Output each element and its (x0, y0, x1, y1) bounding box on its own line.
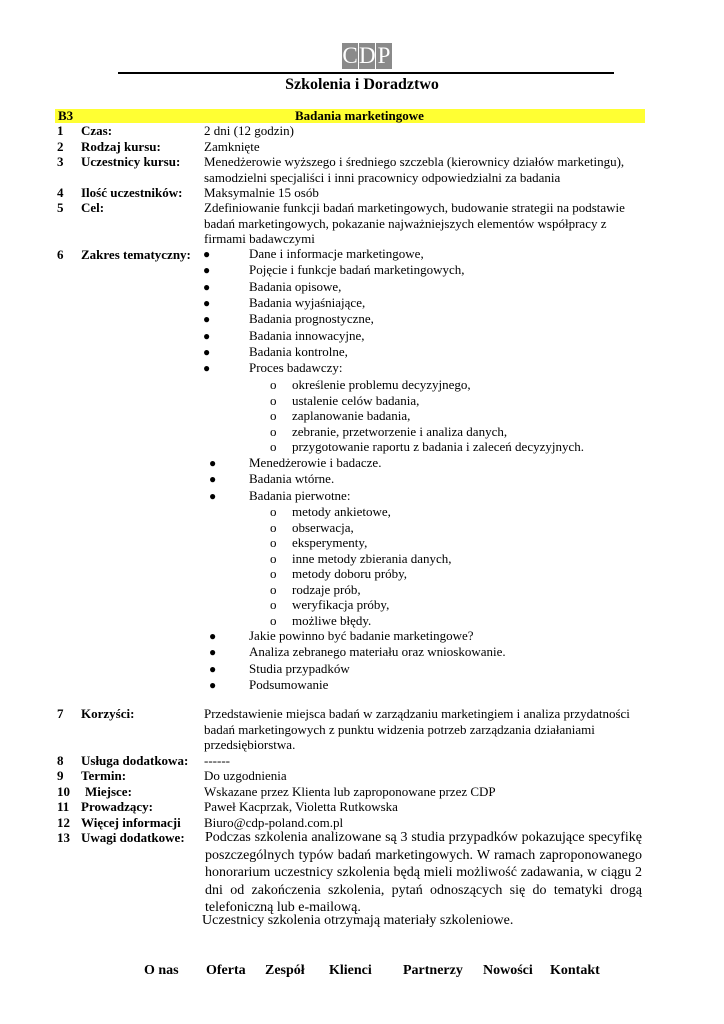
row-number: 2 (57, 139, 64, 154)
footer-nav (0, 963, 724, 981)
row-number: 10 (57, 784, 70, 799)
topic-item: ● Badania innowacyjne, (203, 327, 365, 343)
subtopic-item: o weryfikacja próby, (270, 597, 390, 612)
row-label: Zakres tematyczny: (81, 247, 191, 262)
row-value: Zamknięte (204, 139, 260, 154)
subtopic-item: o metody doboru próby, (270, 566, 408, 581)
row-label: Rodzaj kursu: (81, 139, 161, 154)
row-number: 3 (57, 154, 64, 169)
subtopic-item: o inne metody zbierania danych, (270, 550, 452, 566)
circle-bullet-icon: o (270, 581, 277, 597)
topic-item: ● Badania pierwotne: (209, 487, 351, 503)
course-title: Badania marketingowe (295, 108, 424, 123)
subtopic-item: o zebranie, przetworzenie i analiza danych, (270, 423, 508, 439)
topic-item: ● Badania kontrolne, (203, 343, 348, 359)
bullet-icon: ● (203, 328, 211, 343)
logo-letter: D (359, 43, 376, 68)
circle-bullet-icon: o (270, 439, 277, 454)
bullet-icon: ● (209, 629, 217, 643)
topic-item: ● Jakie powinno być badanie marketingowe? (209, 628, 474, 643)
row-label: Czas: (81, 123, 113, 138)
circle-bullet-icon: o (270, 377, 277, 392)
circle-bullet-icon: o (270, 392, 277, 408)
topic-item: ● Badania opisowe, (203, 278, 342, 294)
nav-link-partnerzy[interactable]: Partnerzy (403, 963, 463, 978)
nav-link-nowosci[interactable]: Nowości (483, 963, 533, 978)
circle-bullet-icon: o (270, 535, 277, 550)
row-label: Korzyści: (81, 706, 135, 721)
circle-bullet-icon: o (270, 550, 277, 566)
row-label: Więcej informacji (81, 815, 181, 830)
bullet-icon: ● (203, 247, 211, 261)
bullet-icon: ● (203, 279, 211, 294)
nav-link-kontakt[interactable]: Kontakt (550, 963, 600, 978)
row-label: Prowadzący: (81, 799, 153, 814)
subtopic-item: o metody ankietowe, (270, 504, 391, 519)
row-value: Przedstawienie miejsca badań w zarządzaniu marketingiem i analiza przydatności badań marketingowych z punktu widzenia potrzeb zarządzania działaniami przedsiębiorstwa. (204, 706, 630, 752)
row-number: 12 (57, 815, 70, 830)
topic-item: ● Proces badawczy: (203, 360, 343, 376)
row-value: Do uzgodnienia (204, 768, 287, 783)
row-label: Miejsce: (85, 784, 132, 799)
circle-bullet-icon: o (270, 612, 277, 628)
topic-item: ● Menedżerowie i badacze. (209, 455, 382, 470)
subtopic-item: o ustalenie celów badania, (270, 392, 420, 408)
topic-item: ● Pojęcie i funkcje badań marketingowych, (203, 262, 465, 278)
bullet-icon: ● (209, 661, 217, 676)
circle-bullet-icon: o (270, 504, 277, 519)
topic-item: ● Podsumowanie (209, 676, 329, 692)
row-value: 2 dni (12 godzin) (204, 123, 294, 138)
row-value: Maksymalnie 15 osób (204, 185, 319, 200)
row-value: Paweł Kacprzak, Violetta Rutkowska (204, 799, 398, 814)
row-label: Uczestnicy kursu: (81, 154, 181, 169)
topic-item: ● Analiza zebranego materiału oraz wnioskowanie. (209, 644, 506, 660)
nav-link-zespol[interactable]: Zespół (265, 963, 305, 978)
row-label: Uwagi dodatkowe: (81, 830, 185, 845)
nav-link-o-nas[interactable]: O nas (144, 963, 179, 978)
bullet-icon: ● (203, 263, 211, 278)
nav-link-klienci[interactable]: Klienci (329, 963, 372, 978)
topic-item: ● Dane i informacje marketingowe, (203, 246, 424, 261)
row-number: 9 (57, 768, 64, 783)
bullet-icon: ● (209, 456, 217, 470)
logo-letter: P (377, 43, 391, 68)
row-value: Zdefiniowanie funkcji badań marketingowych, budowanie strategii na podstawie badań marketingowych, pokazanie najważniejszych elementów współpracy z firmami badawczymi (204, 200, 625, 246)
row-number: 7 (57, 706, 64, 721)
notes-paragraph: Podczas szkolenia analizowane są 3 studia przypadków pokazujące specyfikę poszczególnych typów badań marketingowych. W ramach zaproponowanego honorarium uczestnicy szkolenia będą mieli możliwość zadawania, w ciągu 2 dni od zakończenia szkolenia, pytań odnoszących się do tematyki drogą telefoniczną lub e-mailową. (205, 830, 642, 915)
row-number: 8 (57, 753, 64, 768)
row-number: 1 (57, 123, 64, 138)
bullet-icon: ● (203, 312, 211, 327)
row-number: 6 (57, 247, 64, 262)
bullet-icon: ● (203, 361, 211, 376)
subtopic-item: o zaplanowanie badania, (270, 408, 411, 423)
circle-bullet-icon: o (270, 519, 277, 535)
row-value: Wskazane przez Klienta lub zaproponowane przez CDP (204, 784, 496, 799)
row-label: Termin: (81, 768, 127, 783)
circle-bullet-icon: o (270, 423, 277, 439)
row-number: 11 (57, 799, 70, 814)
page-subtitle: Szkolenia i Doradztwo (285, 76, 439, 93)
bullet-icon: ● (209, 472, 217, 487)
email-link[interactable]: Biuro@cdp-poland.com.pl (204, 815, 344, 830)
row-value: ------ (204, 753, 230, 768)
bullet-icon: ● (203, 295, 211, 310)
subtopic-item: o określenie problemu decyzyjnego, (270, 377, 471, 392)
notes-materials: Uczestnicy szkolenia otrzymają materiały szkoleniowe. (202, 913, 514, 928)
row-number: 13 (57, 830, 70, 845)
logo-letter: C (342, 43, 358, 68)
bullet-icon: ● (209, 488, 217, 503)
row-label: Cel: (81, 200, 105, 215)
subtopic-item: o eksperymenty, (270, 535, 368, 550)
subtopic-item: o możliwe błędy. (270, 612, 372, 628)
course-code: B3 (58, 108, 74, 123)
topic-item: ● Studia przypadków (209, 660, 350, 676)
topic-item: ● Badania prognostyczne, (203, 311, 374, 327)
topic-item: ● Badania wyjaśniające, (203, 294, 366, 310)
bullet-icon: ● (209, 645, 217, 660)
header-divider (118, 72, 614, 74)
subtopic-item: o obserwacja, (270, 519, 354, 535)
circle-bullet-icon: o (270, 408, 277, 423)
row-value: Menedżerowie wyższego i średniego szczebla (kierownicy działów marketingu), samodzielni specjaliści i inni pracownicy odpowiedzialni za badania (204, 154, 625, 185)
nav-link-oferta[interactable]: Oferta (206, 963, 246, 978)
row-label: Usługa dodatkowa: (81, 753, 189, 768)
circle-bullet-icon: o (270, 597, 277, 612)
subtopic-item: o przygotowanie raportu z badania i zaleceń decyzyjnych. (270, 439, 584, 454)
row-label: Ilość uczestników: (81, 185, 183, 200)
bullet-icon: ● (209, 677, 217, 692)
course-title-bar (55, 109, 645, 123)
circle-bullet-icon: o (270, 566, 277, 581)
row-number: 5 (57, 200, 64, 215)
topic-item: ● Badania wtórne. (209, 471, 335, 487)
bullet-icon: ● (203, 344, 211, 359)
subtopic-item: o rodzaje prób, (270, 581, 361, 597)
row-number: 4 (57, 185, 64, 200)
cdp-logo (342, 43, 392, 69)
